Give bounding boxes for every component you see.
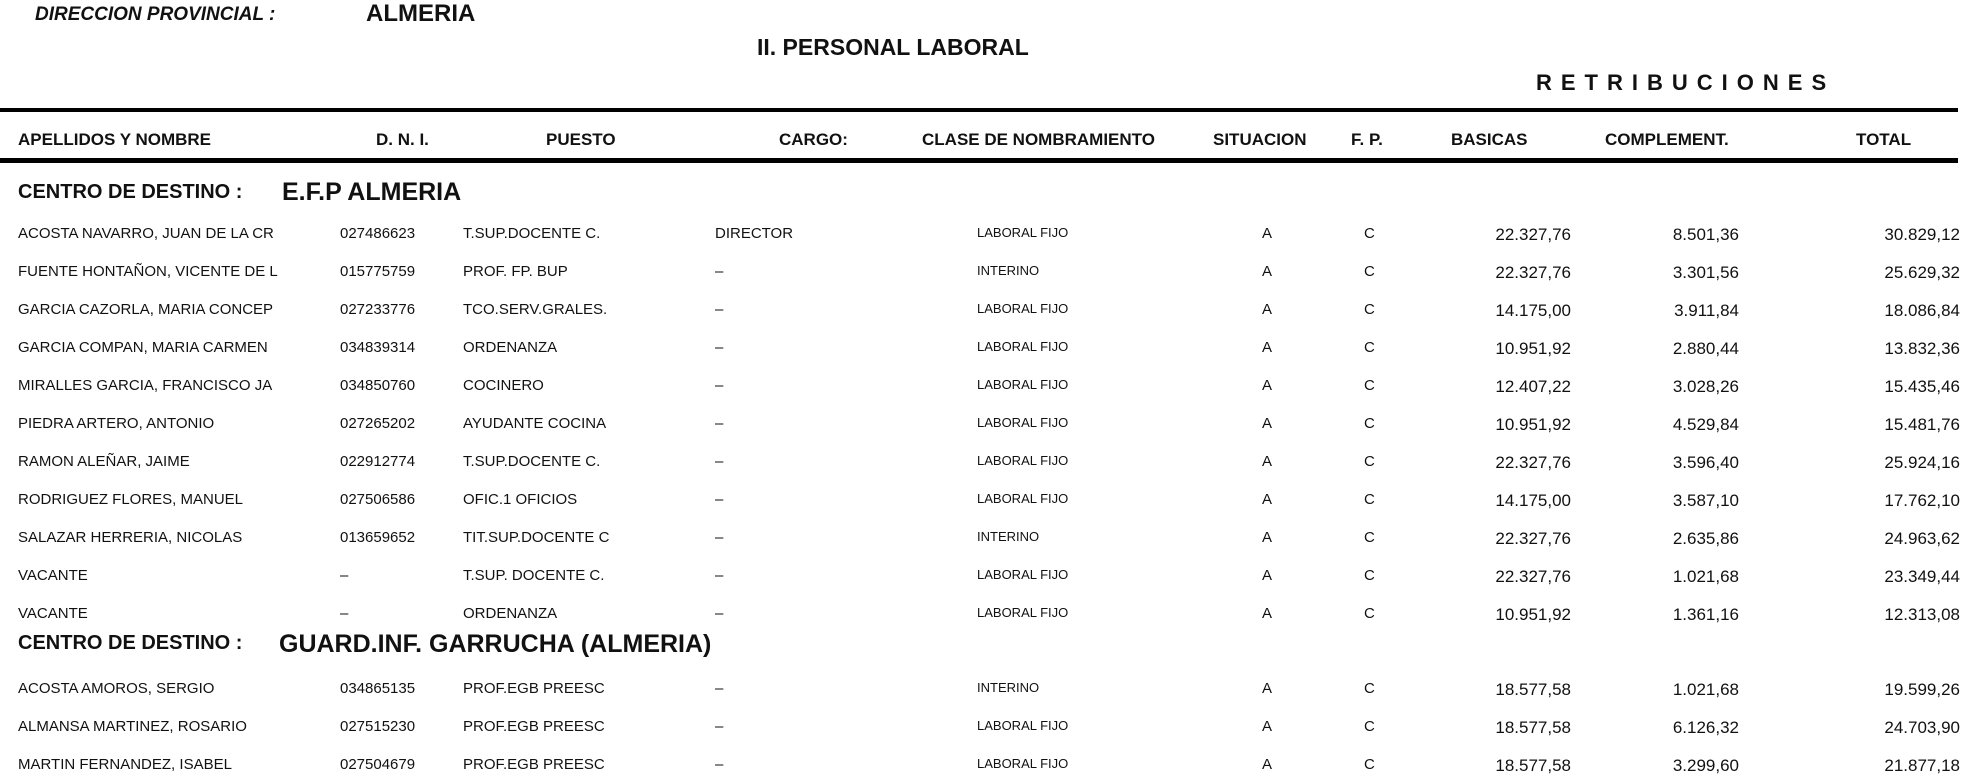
clase-cell: LABORAL FIJO [977, 339, 1069, 354]
basicas-cell: 18.577,58 [1495, 680, 1571, 699]
apellidos-cell: RODRIGUEZ FLORES, MANUEL [18, 491, 244, 508]
apellidos-cell: GARCIA CAZORLA, MARIA CONCEP [18, 301, 274, 318]
total-cell: 30.829,12 [1884, 225, 1960, 244]
apellidos-cell: ACOSTA NAVARRO, JUAN DE LA CR [18, 225, 274, 242]
fp-cell: C [1364, 339, 1375, 356]
dni-cell: 013659652 [340, 529, 416, 546]
centro-name: GUARD.INF. GARRUCHA (ALMERIA) [279, 630, 712, 658]
puesto-cell: COCINERO [463, 377, 544, 394]
col-complement-header: COMPLEMENT. [1605, 130, 1729, 149]
clase-cell: LABORAL FIJO [977, 605, 1069, 620]
total-cell: 24.703,90 [1884, 718, 1960, 737]
cargo-cell: – [715, 301, 724, 318]
fp-cell: C [1364, 491, 1375, 508]
section-title: II. PERSONAL LABORAL [757, 34, 1029, 60]
puesto-cell: ORDENANZA [463, 339, 558, 356]
basicas-cell: 22.327,76 [1495, 225, 1571, 244]
fp-cell: C [1364, 377, 1375, 394]
total-cell: 17.762,10 [1884, 491, 1960, 510]
apellidos-cell: MARTIN FERNANDEZ, ISABEL [18, 756, 232, 773]
puesto-cell: T.SUP.DOCENTE C. [463, 453, 601, 470]
total-cell: 25.629,32 [1884, 263, 1960, 282]
basicas-cell: 12.407,22 [1495, 377, 1571, 396]
col-puesto-header: PUESTO [546, 130, 616, 149]
total-cell: 15.481,76 [1884, 415, 1960, 434]
basicas-cell: 22.327,76 [1495, 453, 1571, 472]
basicas-cell: 14.175,00 [1495, 491, 1571, 510]
apellidos-cell: PIEDRA ARTERO, ANTONIO [18, 415, 215, 432]
centro-label: CENTRO DE DESTINO : [18, 181, 243, 203]
header-rule-bottom [0, 158, 1958, 163]
clase-cell: LABORAL FIJO [977, 225, 1069, 240]
clase-cell: LABORAL FIJO [977, 453, 1069, 468]
cargo-cell: – [715, 756, 724, 773]
total-cell: 21.877,18 [1884, 756, 1960, 775]
clase-cell: INTERINO [977, 529, 1040, 544]
col-apellidos-header: APELLIDOS Y NOMBRE [18, 130, 212, 149]
complement-cell: 6.126,32 [1672, 718, 1739, 737]
dni-cell: 034839314 [340, 339, 416, 356]
col-clase-header: CLASE DE NOMBRAMIENTO [922, 130, 1155, 149]
complement-cell: 1.361,16 [1672, 605, 1739, 624]
clase-cell: INTERINO [977, 263, 1040, 278]
complement-cell: 3.911,84 [1674, 301, 1739, 320]
dni-cell: 027486623 [340, 225, 416, 242]
apellidos-cell: MIRALLES GARCIA, FRANCISCO JA [18, 377, 273, 394]
col-basicas-header: BASICAS [1451, 130, 1528, 149]
dni-cell: 027504679 [340, 756, 416, 773]
dni-cell: 027515230 [340, 718, 416, 735]
centro-label: CENTRO DE DESTINO : [18, 632, 243, 654]
total-cell: 15.435,46 [1884, 377, 1960, 396]
col-dni-header: D. N. I. [376, 130, 429, 149]
situacion-cell: A [1262, 377, 1273, 394]
complement-cell: 4.529,84 [1672, 415, 1739, 434]
complement-cell: 3.587,10 [1672, 491, 1739, 510]
dni-cell: 027233776 [340, 301, 416, 318]
col-fp-header: F. P. [1351, 130, 1383, 149]
province-name: ALMERIA [366, 0, 476, 27]
apellidos-cell: VACANTE [18, 605, 88, 622]
situacion-cell: A [1262, 415, 1273, 432]
situacion-cell: A [1262, 453, 1273, 470]
clase-cell: LABORAL FIJO [977, 491, 1069, 506]
centro-name: E.F.P ALMERIA [282, 178, 462, 206]
situacion-cell: A [1262, 567, 1273, 584]
complement-cell: 3.028,26 [1672, 377, 1739, 396]
header-rule-top [0, 108, 1958, 112]
basicas-cell: 14.175,00 [1495, 301, 1571, 320]
cargo-cell: – [715, 263, 724, 280]
apellidos-cell: ACOSTA AMOROS, SERGIO [18, 680, 215, 697]
situacion-cell: A [1262, 605, 1273, 622]
cargo-cell: – [715, 377, 724, 394]
apellidos-cell: ALMANSA MARTINEZ, ROSARIO [18, 718, 247, 735]
basicas-cell: 22.327,76 [1495, 263, 1571, 282]
basicas-cell: 18.577,58 [1495, 756, 1571, 775]
apellidos-cell: GARCIA COMPAN, MARIA CARMEN [18, 339, 268, 356]
fp-cell: C [1364, 718, 1375, 735]
dni-cell: 034865135 [340, 680, 416, 697]
situacion-cell: A [1262, 756, 1273, 773]
puesto-cell: PROF.EGB PREESC [463, 756, 605, 773]
clase-cell: LABORAL FIJO [977, 567, 1069, 582]
cargo-cell: – [715, 718, 724, 735]
puesto-cell: PROF.EGB PREESC [463, 680, 605, 697]
puesto-cell: ORDENANZA [463, 605, 558, 622]
fp-cell: C [1364, 756, 1375, 773]
cargo-cell: – [715, 567, 724, 584]
clase-cell: LABORAL FIJO [977, 377, 1069, 392]
apellidos-cell: FUENTE HONTAÑON, VICENTE DE L [18, 263, 278, 280]
complement-cell: 3.299,60 [1672, 756, 1739, 775]
clase-cell: INTERINO [977, 680, 1040, 695]
puesto-cell: AYUDANTE COCINA [463, 415, 607, 432]
fp-cell: C [1364, 415, 1375, 432]
cargo-cell: DIRECTOR [715, 225, 794, 242]
puesto-cell: PROF.EGB PREESC [463, 718, 605, 735]
fp-cell: C [1364, 529, 1375, 546]
cargo-cell: – [715, 453, 724, 470]
situacion-cell: A [1262, 225, 1273, 242]
basicas-cell: 18.577,58 [1495, 718, 1571, 737]
apellidos-cell: SALAZAR HERRERIA, NICOLAS [18, 529, 243, 546]
situacion-cell: A [1262, 718, 1273, 735]
total-cell: 12.313,08 [1884, 605, 1960, 624]
cargo-cell: – [715, 605, 724, 622]
complement-cell: 1.021,68 [1672, 567, 1739, 586]
complement-cell: 3.596,40 [1672, 453, 1739, 472]
cargo-cell: – [715, 339, 724, 356]
fp-cell: C [1364, 301, 1375, 318]
provincial-direction-label: DIRECCION PROVINCIAL : [35, 4, 276, 25]
situacion-cell: A [1262, 301, 1273, 318]
puesto-cell: TCO.SERV.GRALES. [463, 301, 608, 318]
dni-cell: 015775759 [340, 263, 416, 280]
complement-cell: 1.021,68 [1672, 680, 1739, 699]
fp-cell: C [1364, 453, 1375, 470]
complement-cell: 3.301,56 [1672, 263, 1739, 282]
basicas-cell: 10.951,92 [1495, 415, 1571, 434]
puesto-cell: OFIC.1 OFICIOS [463, 491, 578, 508]
puesto-cell: T.SUP. DOCENTE C. [463, 567, 605, 584]
dni-cell: – [340, 605, 349, 622]
situacion-cell: A [1262, 339, 1273, 356]
fp-cell: C [1364, 225, 1375, 242]
retribuciones-heading: RETRIBUCIONES [1536, 70, 1836, 95]
complement-cell: 8.501,36 [1672, 225, 1739, 244]
situacion-cell: A [1262, 491, 1273, 508]
clase-cell: LABORAL FIJO [977, 756, 1069, 771]
puesto-cell: PROF. FP. BUP [463, 263, 568, 280]
total-cell: 13.832,36 [1884, 339, 1960, 358]
puesto-cell: TIT.SUP.DOCENTE C [463, 529, 610, 546]
apellidos-cell: RAMON ALEÑAR, JAIME [18, 453, 190, 470]
basicas-cell: 22.327,76 [1495, 529, 1571, 548]
fp-cell: C [1364, 263, 1375, 280]
fp-cell: C [1364, 567, 1375, 584]
basicas-cell: 22.327,76 [1495, 567, 1571, 586]
cargo-cell: – [715, 680, 724, 697]
dni-cell: 022912774 [340, 453, 416, 470]
dni-cell: 027506586 [340, 491, 416, 508]
apellidos-cell: VACANTE [18, 567, 88, 584]
situacion-cell: A [1262, 529, 1273, 546]
cargo-cell: – [715, 415, 724, 432]
basicas-cell: 10.951,92 [1495, 339, 1571, 358]
dni-cell: 034850760 [340, 377, 416, 394]
dni-cell: – [340, 567, 349, 584]
total-cell: 25.924,16 [1884, 453, 1960, 472]
cargo-cell: – [715, 491, 724, 508]
dni-cell: 027265202 [340, 415, 416, 432]
total-cell: 24.963,62 [1884, 529, 1960, 548]
fp-cell: C [1364, 605, 1375, 622]
col-total-header: TOTAL [1856, 130, 1912, 149]
situacion-cell: A [1262, 263, 1273, 280]
cargo-cell: – [715, 529, 724, 546]
total-cell: 23.349,44 [1884, 567, 1960, 586]
complement-cell: 2.635,86 [1672, 529, 1739, 548]
clase-cell: LABORAL FIJO [977, 718, 1069, 733]
complement-cell: 2.880,44 [1672, 339, 1739, 358]
col-situacion-header: SITUACION [1213, 130, 1307, 149]
total-cell: 18.086,84 [1884, 301, 1960, 320]
fp-cell: C [1364, 680, 1375, 697]
col-cargo-header: CARGO: [779, 130, 848, 149]
total-cell: 19.599,26 [1884, 680, 1960, 699]
basicas-cell: 10.951,92 [1495, 605, 1571, 624]
clase-cell: LABORAL FIJO [977, 301, 1069, 316]
situacion-cell: A [1262, 680, 1273, 697]
puesto-cell: T.SUP.DOCENTE C. [463, 225, 601, 242]
clase-cell: LABORAL FIJO [977, 415, 1069, 430]
